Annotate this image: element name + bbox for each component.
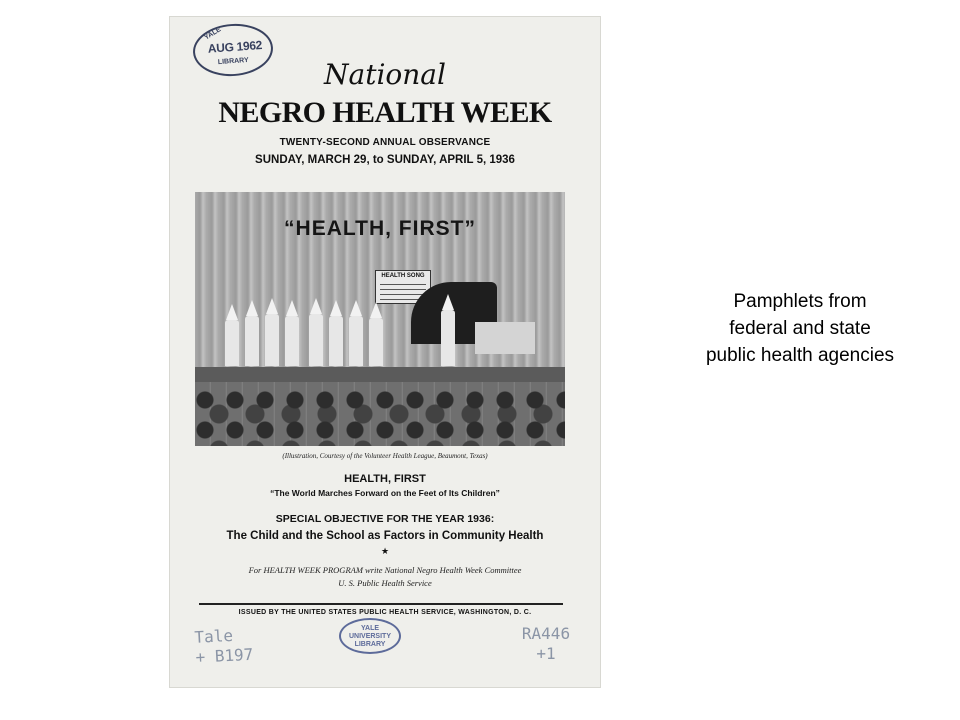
stamp-date-text: AUG 1962	[207, 37, 263, 56]
stage-photo	[195, 192, 565, 446]
side-note-line: federal and state	[729, 318, 871, 339]
pencil-note-line: +1	[536, 644, 556, 663]
title-national: National	[324, 58, 446, 91]
stage-floor	[195, 367, 565, 382]
side-note-line: Pamphlets from	[733, 291, 867, 312]
yale-library-stamp	[339, 618, 401, 654]
stamp-library-text: LIBRARY	[217, 56, 249, 67]
program-line-1: For HEALTH WEEK PROGRAM write National Negro Health Week Committee	[248, 565, 522, 575]
child-figure	[265, 314, 279, 366]
side-note	[664, 288, 936, 369]
child-figure	[369, 318, 383, 366]
title-negro-health-week: NEGRO HEALTH WEEK	[218, 96, 552, 129]
divider-rule	[199, 603, 563, 605]
issued-by-line: ISSUED BY THE UNITED STATES PUBLIC HEALTH SERVICE, WASHINGTON, D. C.	[238, 609, 532, 616]
music-desk	[475, 322, 535, 354]
pencil-note-line: Tale	[194, 625, 234, 647]
child-figure	[245, 316, 259, 366]
audience	[195, 388, 565, 446]
child-figure	[349, 316, 363, 366]
health-song-label: HEALTH SONG	[381, 273, 425, 279]
stamp-yale-text: YALE	[203, 26, 223, 42]
program-line-2: U. S. Public Health Service	[338, 578, 432, 588]
date-line: SUNDAY, MARCH 29, to SUNDAY, APRIL 5, 1936	[255, 154, 515, 166]
child-figure	[441, 310, 455, 366]
pamphlet-page	[169, 16, 601, 688]
side-note-line: public health agencies	[705, 345, 895, 366]
stamp-line: UNIVERSITY	[348, 633, 391, 640]
star-separator: ★	[380, 546, 390, 556]
objective-text: The Child and the School as Factors in Community Health	[226, 530, 544, 542]
stamp-line: YALE	[360, 625, 380, 632]
child-figure	[285, 316, 299, 366]
pencil-note-right	[511, 624, 581, 664]
theme-subtitle: “The World Marches Forward on the Feet of Its Children”	[270, 488, 500, 498]
photo-banner: “HEALTH, FIRST”	[284, 217, 476, 240]
pencil-note-left	[194, 624, 266, 668]
observance-line: TWENTY-SECOND ANNUAL OBSERVANCE	[279, 137, 491, 148]
objective-title: SPECIAL OBJECTIVE FOR THE YEAR 1936:	[275, 513, 495, 525]
theme-title: HEALTH, FIRST	[344, 473, 426, 485]
child-figure	[329, 316, 343, 366]
pencil-note-line: RA446	[521, 624, 571, 643]
photo-caption: (Illustration, Courtesy of the Volunteer Health League, Beaumont, Texas)	[282, 452, 488, 460]
pencil-note-line: + B197	[195, 644, 254, 667]
stamp-line: LIBRARY	[354, 641, 386, 648]
child-figure	[309, 314, 323, 366]
child-figure	[225, 320, 239, 366]
